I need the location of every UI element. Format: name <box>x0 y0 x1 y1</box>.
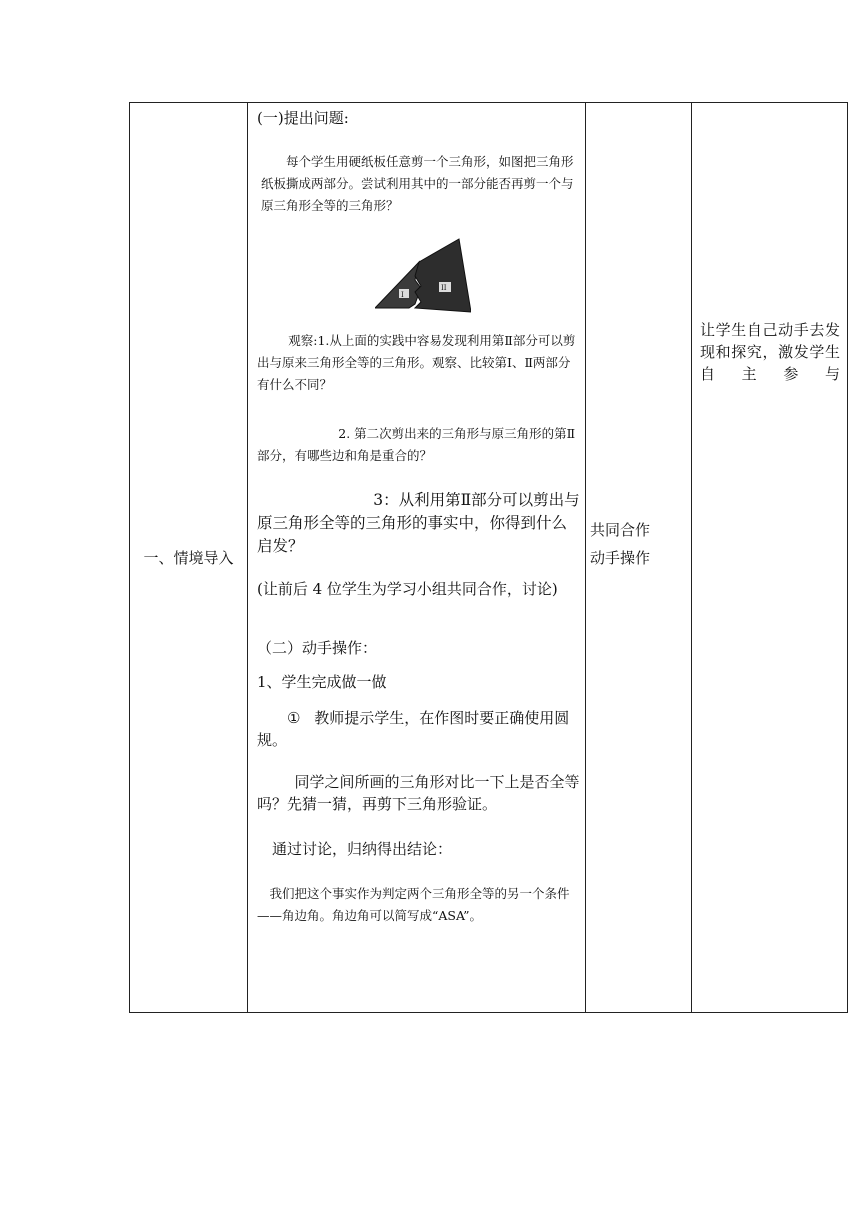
compare-paragraph: 同学之间所画的三角形对比一下上是否全等吗？先猜一猜，再剪下三角形验证。 <box>257 773 580 813</box>
stage-cell <box>130 103 247 1012</box>
circled-number-1: ① <box>287 709 301 727</box>
stage-label: 一、情境导入 <box>143 549 234 567</box>
intent-text: 让学生自己动手去发现和探究，激发学生自主参与 <box>700 321 840 383</box>
conclusion-paragraph: 我们把这个事实作为判定两个三角形全等的另一个条件——角边角。角边角可以简写成“ASA”。 <box>257 886 570 923</box>
step-1-detail <box>257 707 581 751</box>
method-cell <box>590 516 690 572</box>
activity-paragraph: 每个学生用硬纸板任意剪一个三角形，如图把三角形纸板撕成两部分。尝试利用其中的一部分能否再剪一个与原三角形全等的三角形？ <box>261 154 574 213</box>
heading-pose-question: (一)提出问题: <box>257 109 349 127</box>
method-line-1: 共同合作 <box>590 521 651 539</box>
heading-hands-on: （二）动手操作： <box>257 639 378 657</box>
observation-2: 2. 第二次剪出来的三角形与原三角形的第Ⅱ部分，有哪些边和角是重合的？ <box>257 426 576 463</box>
intent-cell <box>700 319 840 385</box>
column-divider <box>247 103 248 1012</box>
observation-3: 3：从利用第Ⅱ部分可以剪出与原三角形全等的三角形的事实中，你得到什么启发？ <box>257 491 580 555</box>
content-cell <box>251 103 587 1012</box>
lesson-table <box>129 102 848 1013</box>
observation-1: 观察:1.从上面的实践中容易发现利用第Ⅱ部分可以剪出与原来三角形全等的三角形。观察、比较第Ⅰ、Ⅱ两部分有什么不同？ <box>257 333 576 392</box>
figure-label-1: I <box>401 291 404 299</box>
triangle-part-2 <box>415 239 471 312</box>
triangle-part-1 <box>375 262 421 308</box>
figure-label-2: II <box>441 284 447 292</box>
step-1-text: 教师提示学生，在作图时要正确使用圆规。 <box>257 709 570 749</box>
method-line-2: 动手操作 <box>590 549 651 567</box>
step-1: 1、学生完成做一做 <box>257 673 387 691</box>
torn-triangle-figure <box>375 236 471 314</box>
group-note: (让前后 4 位学生为学习小组共同合作，讨论) <box>257 580 558 598</box>
column-divider <box>691 103 692 1012</box>
discussion-line: 通过讨论，归纳得出结论： <box>272 840 453 858</box>
